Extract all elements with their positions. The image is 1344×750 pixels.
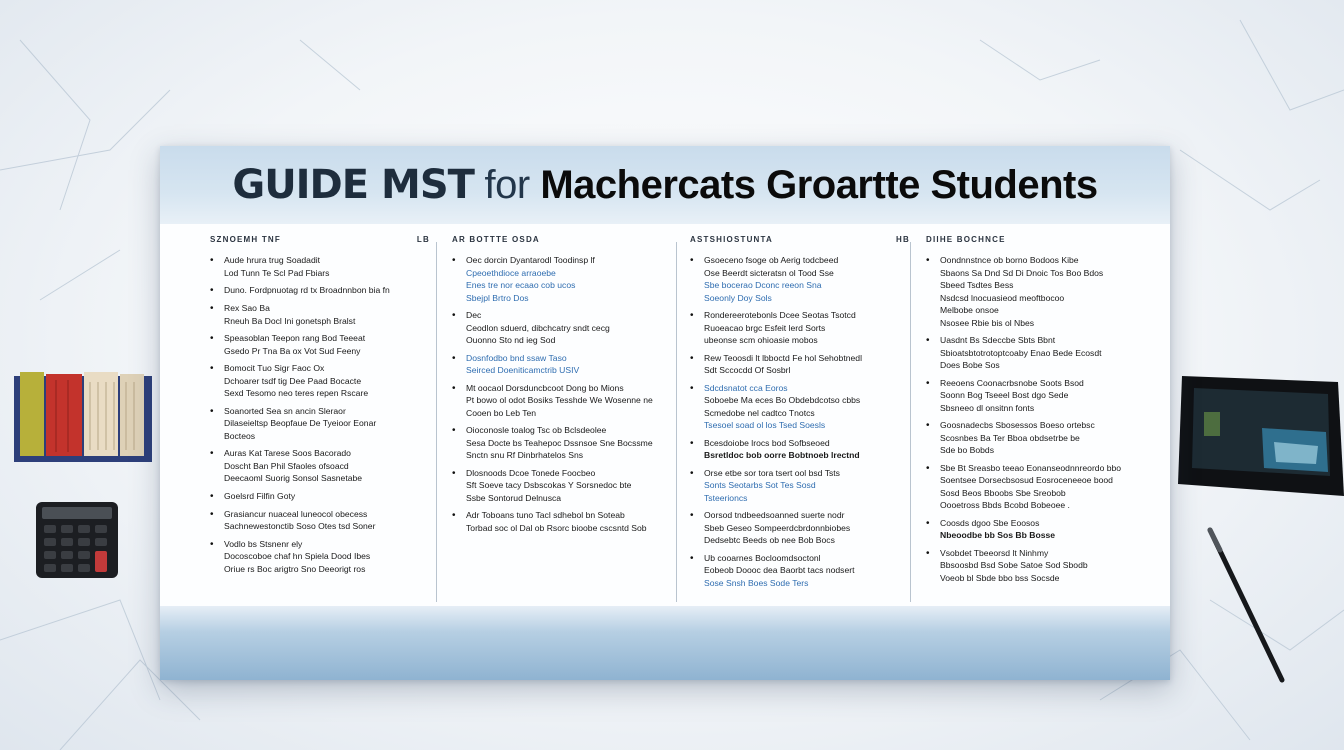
list-item-line: Sbioatsbtotrotoptcoaby Enao Bede Ecosdt	[940, 347, 1102, 358]
list-item	[210, 302, 430, 327]
bullet-icon: •	[690, 310, 694, 321]
list-item-text	[224, 538, 430, 576]
bullet-icon: •	[452, 255, 456, 266]
list-item-text	[940, 547, 1146, 585]
bullet-icon: •	[926, 377, 930, 389]
list-item-line: Gsedo Pr Tna Ba ox Vot Sud Feeny	[224, 345, 361, 356]
list-item	[210, 332, 430, 357]
column-heading	[690, 234, 910, 246]
column-heading	[452, 234, 672, 246]
list-item-line: Ruoeacao brgc Esfeit lerd Sorts	[704, 322, 826, 333]
list-item-text	[466, 352, 672, 377]
list-item-line: Rneuh Ba Docl Ini gonetsph Bralst	[224, 315, 356, 326]
bullet-icon: •	[690, 352, 694, 364]
list-item-line: Goelsrd Filfin Goty	[224, 490, 296, 501]
list-item-line: Cooen bo Leb Ten	[466, 407, 537, 418]
bullet-icon: •	[690, 437, 694, 449]
list-item-line: Dec	[466, 310, 482, 320]
list-item	[210, 254, 430, 279]
list-item-line: Sbejpl Brtro Dos	[466, 292, 529, 303]
list-item-line: Ose Beerdt sicteratsn ol Tood Sse	[704, 267, 834, 278]
list-item-text	[704, 467, 910, 505]
list-item-line: Uasdnt Bs Sdeccbe Sbts Bbnt	[940, 335, 1056, 345]
bullet-icon: •	[210, 490, 214, 502]
list-item	[452, 254, 672, 304]
bullet-icon: •	[452, 467, 456, 479]
list-item-line: Sdcdsnatot cca Eoros	[704, 382, 788, 393]
list-item-text	[466, 424, 672, 462]
list-item-line: Bomocit Tuo Sigr Faoc Ox	[224, 363, 325, 373]
bullet-icon: •	[926, 547, 930, 559]
list-item-line: Soentsee Dorsecbsosud Eosroceneeoe bood	[940, 475, 1113, 485]
list-item-line: Mt oocaol Dorsduncbcoot Dong bo Mions	[466, 382, 624, 393]
list-item-text	[940, 377, 1146, 415]
tablet-illustration	[1178, 372, 1344, 496]
list-item-line: Dchoarer tsdf tig Dee Paad Bocacte	[224, 375, 362, 386]
list-item	[452, 509, 672, 534]
list-item-text	[466, 509, 672, 534]
list-item-line: Sbeed Tsdtes Bess	[940, 280, 1014, 290]
list-item	[452, 309, 672, 347]
list-item	[210, 284, 430, 297]
list-item	[690, 352, 910, 377]
list-item-line: Sonts Seotarbs Sot Tes Sosd	[704, 480, 816, 490]
list-item-text	[466, 467, 672, 505]
list-item-line: Sde bo Bobds	[940, 445, 994, 455]
list-item	[926, 377, 1146, 415]
column-3	[690, 234, 910, 604]
books-illustration	[14, 372, 152, 462]
list-item-line: Doscht Ban Phil Sfaoles ofsoacd	[224, 460, 349, 471]
list-item	[690, 467, 910, 505]
bullet-icon: •	[210, 363, 214, 374]
list-item-line: Sose Snsh Boes Sode Ters	[704, 577, 809, 588]
list-item-text	[466, 382, 672, 420]
bullet-icon: •	[210, 508, 214, 520]
list-item-line: Aude hrura trug Soadadit	[224, 255, 321, 265]
list-item-line: Oorsod tndbeedsoanned suerte nodr	[704, 510, 845, 520]
list-item	[210, 447, 430, 485]
column-divider	[910, 242, 911, 602]
list-item-line: Rex Sao Ba	[224, 303, 270, 313]
list-item-line: Scmedobe nel cadtco Tnotcs	[704, 407, 815, 418]
list-item-line: Bsretldoc bob oorre Bobtnoeb lrectnd	[704, 450, 860, 460]
column-4	[926, 234, 1146, 604]
list-item-text	[704, 552, 910, 590]
bullet-icon: •	[452, 352, 456, 364]
list-item-line: Ub cooarnes Bocloomdsoctonl	[704, 552, 821, 563]
bullet-icon: •	[690, 467, 694, 479]
bullet-icon: •	[452, 425, 456, 436]
list-item-text	[940, 462, 1146, 512]
list-item-line: Sbsneeo dl onsitnn fonts	[940, 402, 1035, 413]
bullet-icon: •	[926, 420, 930, 431]
list-item-line: Sbeb Geseo Sompeerdcbrdonnbiobes	[704, 522, 851, 533]
bullet-icon: •	[452, 510, 456, 521]
list-item-line: ubeonse scm ohioasie mobos	[704, 335, 818, 345]
list-item-line: Enes tre nor ecaao cob ucos	[466, 280, 576, 290]
list-item-line: Cpeoethdioce arraoebe	[466, 267, 556, 278]
list-item-line: Snctn snu Rf Dinbrhatelos Sns	[466, 450, 584, 460]
pen-illustration	[1200, 520, 1300, 690]
column-1	[210, 234, 430, 604]
list-item	[210, 362, 430, 400]
list-item-text	[224, 508, 430, 533]
list-item	[452, 424, 672, 462]
bullet-icon: •	[210, 448, 214, 459]
title-part-2: for	[484, 163, 530, 207]
bullet-icon: •	[210, 405, 214, 417]
list-item-line: Auras Kat Tarese Soos Bacorado	[224, 448, 351, 458]
board-footer	[160, 606, 1170, 680]
bullet-icon: •	[690, 552, 694, 564]
list-item-line: Rew Teoosdi lt lbboctd Fe hol Sehobtnedl	[704, 352, 862, 363]
bullet-icon: •	[210, 538, 214, 550]
list-item-line: Pt bowo ol odot Bosiks Tesshde We Wosenne ne	[466, 395, 653, 405]
bullet-icon: •	[210, 285, 214, 296]
list-item	[926, 419, 1146, 457]
list-item-text	[224, 284, 430, 297]
list-item-text	[940, 254, 1146, 329]
column-heading-text: DIIHE BOCHNCE	[926, 235, 1006, 244]
list-item-text	[466, 309, 672, 347]
list-item-text	[704, 437, 910, 462]
column-heading-text: AR BOTTTE OSDA	[452, 235, 540, 244]
list-item-text	[704, 254, 910, 304]
list-item-line: Sexd Tesomo neo teres repen Rscare	[224, 388, 369, 398]
bullet-icon: •	[926, 335, 930, 346]
column-heading-text: SZNOEMH TNF	[210, 235, 281, 244]
bullet-icon: •	[926, 462, 930, 474]
bullet-icon: •	[926, 517, 930, 529]
list-item-line: Sft Soeve tacy Dsbscokas Y Sorsnedoc bte	[466, 480, 632, 490]
list-item-line: Sesa Docte bs Teahepoc Dssnsoe Sne Bocssme	[466, 437, 653, 448]
list-item-line: Tsteerioncs	[704, 492, 748, 503]
list-item-line: Speasoblan Teepon rang Bod Teeeat	[224, 333, 366, 343]
list-item-text	[704, 309, 910, 347]
list-item-line: Docoscoboe chaf hn Spiela Dood Ibes	[224, 551, 371, 561]
list-item-line: Nbeoodbe bb Sos Bb Bosse	[940, 530, 1056, 540]
list-item	[926, 517, 1146, 542]
list-item	[452, 467, 672, 505]
list-item-line: Oioconosle toalog Tsc ob Bclsdeolee	[466, 425, 607, 435]
title-part-1: GUIDE MST	[232, 162, 474, 208]
list-item	[926, 462, 1146, 512]
list-item-line: Sosd Beos Bboobs Sbe Sreobob	[940, 487, 1066, 498]
bullet-icon: •	[210, 303, 214, 314]
bullet-icon: •	[926, 255, 930, 266]
column-2	[452, 234, 672, 604]
list-item-text	[224, 490, 430, 503]
list-item-line: Sbe Bt Sreasbo teeao Eonanseodnnreordo bbo	[940, 462, 1122, 473]
list-item-line: Coosds dgoo Sbe Eoosos	[940, 517, 1040, 528]
list-item-line: Lod Tunn Te Scl Pad Fbiars	[224, 267, 330, 278]
list-item	[210, 508, 430, 533]
bullet-icon: •	[452, 382, 456, 394]
list-item	[926, 254, 1146, 329]
list-item	[690, 254, 910, 304]
list-item-line: Dosnfodbo bnd ssaw Taso	[466, 352, 567, 363]
list-item-line: Vodlo bs Stsnenr ely	[224, 538, 303, 549]
list-item-line: Oec dorcin Dyantarodl Toodinsp lf	[466, 255, 595, 265]
list-item-line: Sbaons Sa Dnd Sd Di Dnoic Tos Boo Bdos	[940, 267, 1104, 278]
list-item-line: Oooetross Bbds Bcobd Bobeoee .	[940, 500, 1070, 510]
list-item-text	[704, 382, 910, 432]
calculator-illustration	[36, 502, 118, 578]
list-item-line: Seirced Doeniticamctrib USIV	[466, 365, 580, 375]
list-item	[452, 382, 672, 420]
list-item	[210, 538, 430, 576]
list-item-line: Does Bobe Sos	[940, 360, 1000, 370]
list-item-line: Ssbe Sontorud Delnusca	[466, 492, 562, 503]
list-item-line: Soeonly Doy Sols	[704, 292, 772, 303]
list-item-line: Sachnewestonctib Soso Otes tsd Soner	[224, 521, 376, 531]
list-item-line: Adr Toboans tuno Tacl sdhebol bn Soteab	[466, 510, 625, 520]
list-item-line: Oriue rs Boc arigtro Sno Deeorigt ros	[224, 563, 366, 574]
column-divider	[676, 242, 677, 602]
list-item-text	[224, 332, 430, 357]
list-item	[690, 309, 910, 347]
guide-board	[160, 146, 1170, 680]
list-item-line: Ceodlon sduerd, dibchcatry sndt cecg	[466, 322, 610, 333]
board-header	[160, 146, 1170, 224]
title-part-3: Machercats Groartte Students	[540, 163, 1098, 207]
list-item-text	[704, 352, 910, 377]
list-item-text	[224, 302, 430, 327]
bullet-icon: •	[690, 382, 694, 394]
list-item	[926, 334, 1146, 372]
column-heading-tag: LB	[416, 235, 430, 244]
column-heading	[210, 234, 430, 246]
bullet-icon: •	[210, 255, 214, 266]
list-item-line: Eobeob Doooc dea Baorbt tacs nodsert	[704, 565, 855, 575]
list-item-line: Grasiancur nuaceal luneocol obecess	[224, 508, 368, 519]
list-item-line: Goosnadecbs Sbosessos Boeso ortebsc	[940, 420, 1095, 430]
list-item-line: Nsosee Rbie bis ol Nbes	[940, 317, 1035, 328]
bullet-icon: •	[452, 310, 456, 321]
list-item-line: Duno. Fordpnuotag rd tx Broadnnbon bia fn	[224, 285, 390, 295]
list-item-line: Bcesdoiobe lrocs bod Sofbseoed	[704, 437, 830, 448]
list-item-line: Vsobdet Tbeeorsd lt Ninhmy	[940, 547, 1049, 558]
bullet-icon: •	[690, 510, 694, 521]
list-item-line: Dilaseieltsp Beopfaue De Tyeioor Eonar	[224, 418, 377, 428]
list-item	[690, 437, 910, 462]
column-heading-text: ASTSHIOSTUNTA	[690, 235, 774, 244]
list-item-line: Bocteos	[224, 430, 256, 441]
list-item-line: Sbe bocerao Dconc reeon Sna	[704, 280, 822, 290]
list-item	[210, 490, 430, 503]
list-item-line: Deecaoml Suorig Sonsol Sasnetabe	[224, 473, 363, 483]
list-item-line: Gsoeceno fsoge ob Aerig todcbeed	[704, 255, 839, 265]
list-item-line: Soboebe Ma eces Bo Obdebdcotso cbbs	[704, 395, 861, 405]
list-item-line: Bbsoosbd Bsd Sobe Satoe Sod Sbodb	[940, 560, 1088, 570]
list-item-line: Soanorted Sea sn ancin Sleraor	[224, 405, 346, 416]
list-item-text	[940, 419, 1146, 457]
board-title	[160, 160, 1170, 210]
bullet-icon: •	[690, 255, 694, 266]
list-item-line: Soonn Bog Tseeel Bost dgo Sede	[940, 390, 1069, 400]
list-item-text	[940, 517, 1146, 542]
list-item-line: Reeoens Coonacrbsnobe Soots Bsod	[940, 377, 1084, 388]
list-item	[690, 552, 910, 590]
list-item-text	[224, 447, 430, 485]
list-item-text	[224, 362, 430, 400]
list-item-line: Voeob bl Sbde bbo bss Socsde	[940, 572, 1060, 583]
column-heading-tag: HB	[896, 235, 910, 244]
column-divider	[436, 242, 437, 602]
list-item	[452, 352, 672, 377]
list-item-line: Rondereerotebonls Dcee Seotas Tsotcd	[704, 310, 856, 320]
list-item-text	[940, 334, 1146, 372]
column-heading	[926, 234, 1146, 246]
list-item-text	[224, 254, 430, 279]
list-item	[210, 405, 430, 443]
list-item-line: Oondnnstnce ob borno Bodoos Kibe	[940, 255, 1079, 265]
list-item-text	[466, 254, 672, 304]
list-item-line: Orse etbe sor tora tsert ool bsd Tsts	[704, 467, 840, 478]
list-item-text	[224, 405, 430, 443]
list-item-line: Melbobe onsoe	[940, 305, 999, 315]
list-item	[926, 547, 1146, 585]
list-item-line: Dedsebtc Beeds ob nee Bob Bocs	[704, 535, 835, 545]
list-item-line: Tsesoel soad ol los Tsed Soesls	[704, 420, 826, 430]
list-item-line: Ouonno Sto nd ieg Sod	[466, 335, 556, 345]
list-item-line: Torbad soc ol Dal ob Rsorc bioobe cscsntd Sob	[466, 522, 647, 533]
list-item-text	[704, 509, 910, 547]
list-item-line: Dlosnoods Dcoe Tonede Foocbeo	[466, 467, 596, 478]
list-item-line: Nsdcsd lnocuasieod meoftbocoo	[940, 292, 1065, 303]
list-item	[690, 382, 910, 432]
list-item	[690, 509, 910, 547]
list-item-line: Scosnbes Ba Ter Bboa obdsetrbe be	[940, 432, 1080, 443]
bullet-icon: •	[210, 333, 214, 344]
list-item-line: Sdt Sccocdd Of Sosbrl	[704, 365, 791, 375]
